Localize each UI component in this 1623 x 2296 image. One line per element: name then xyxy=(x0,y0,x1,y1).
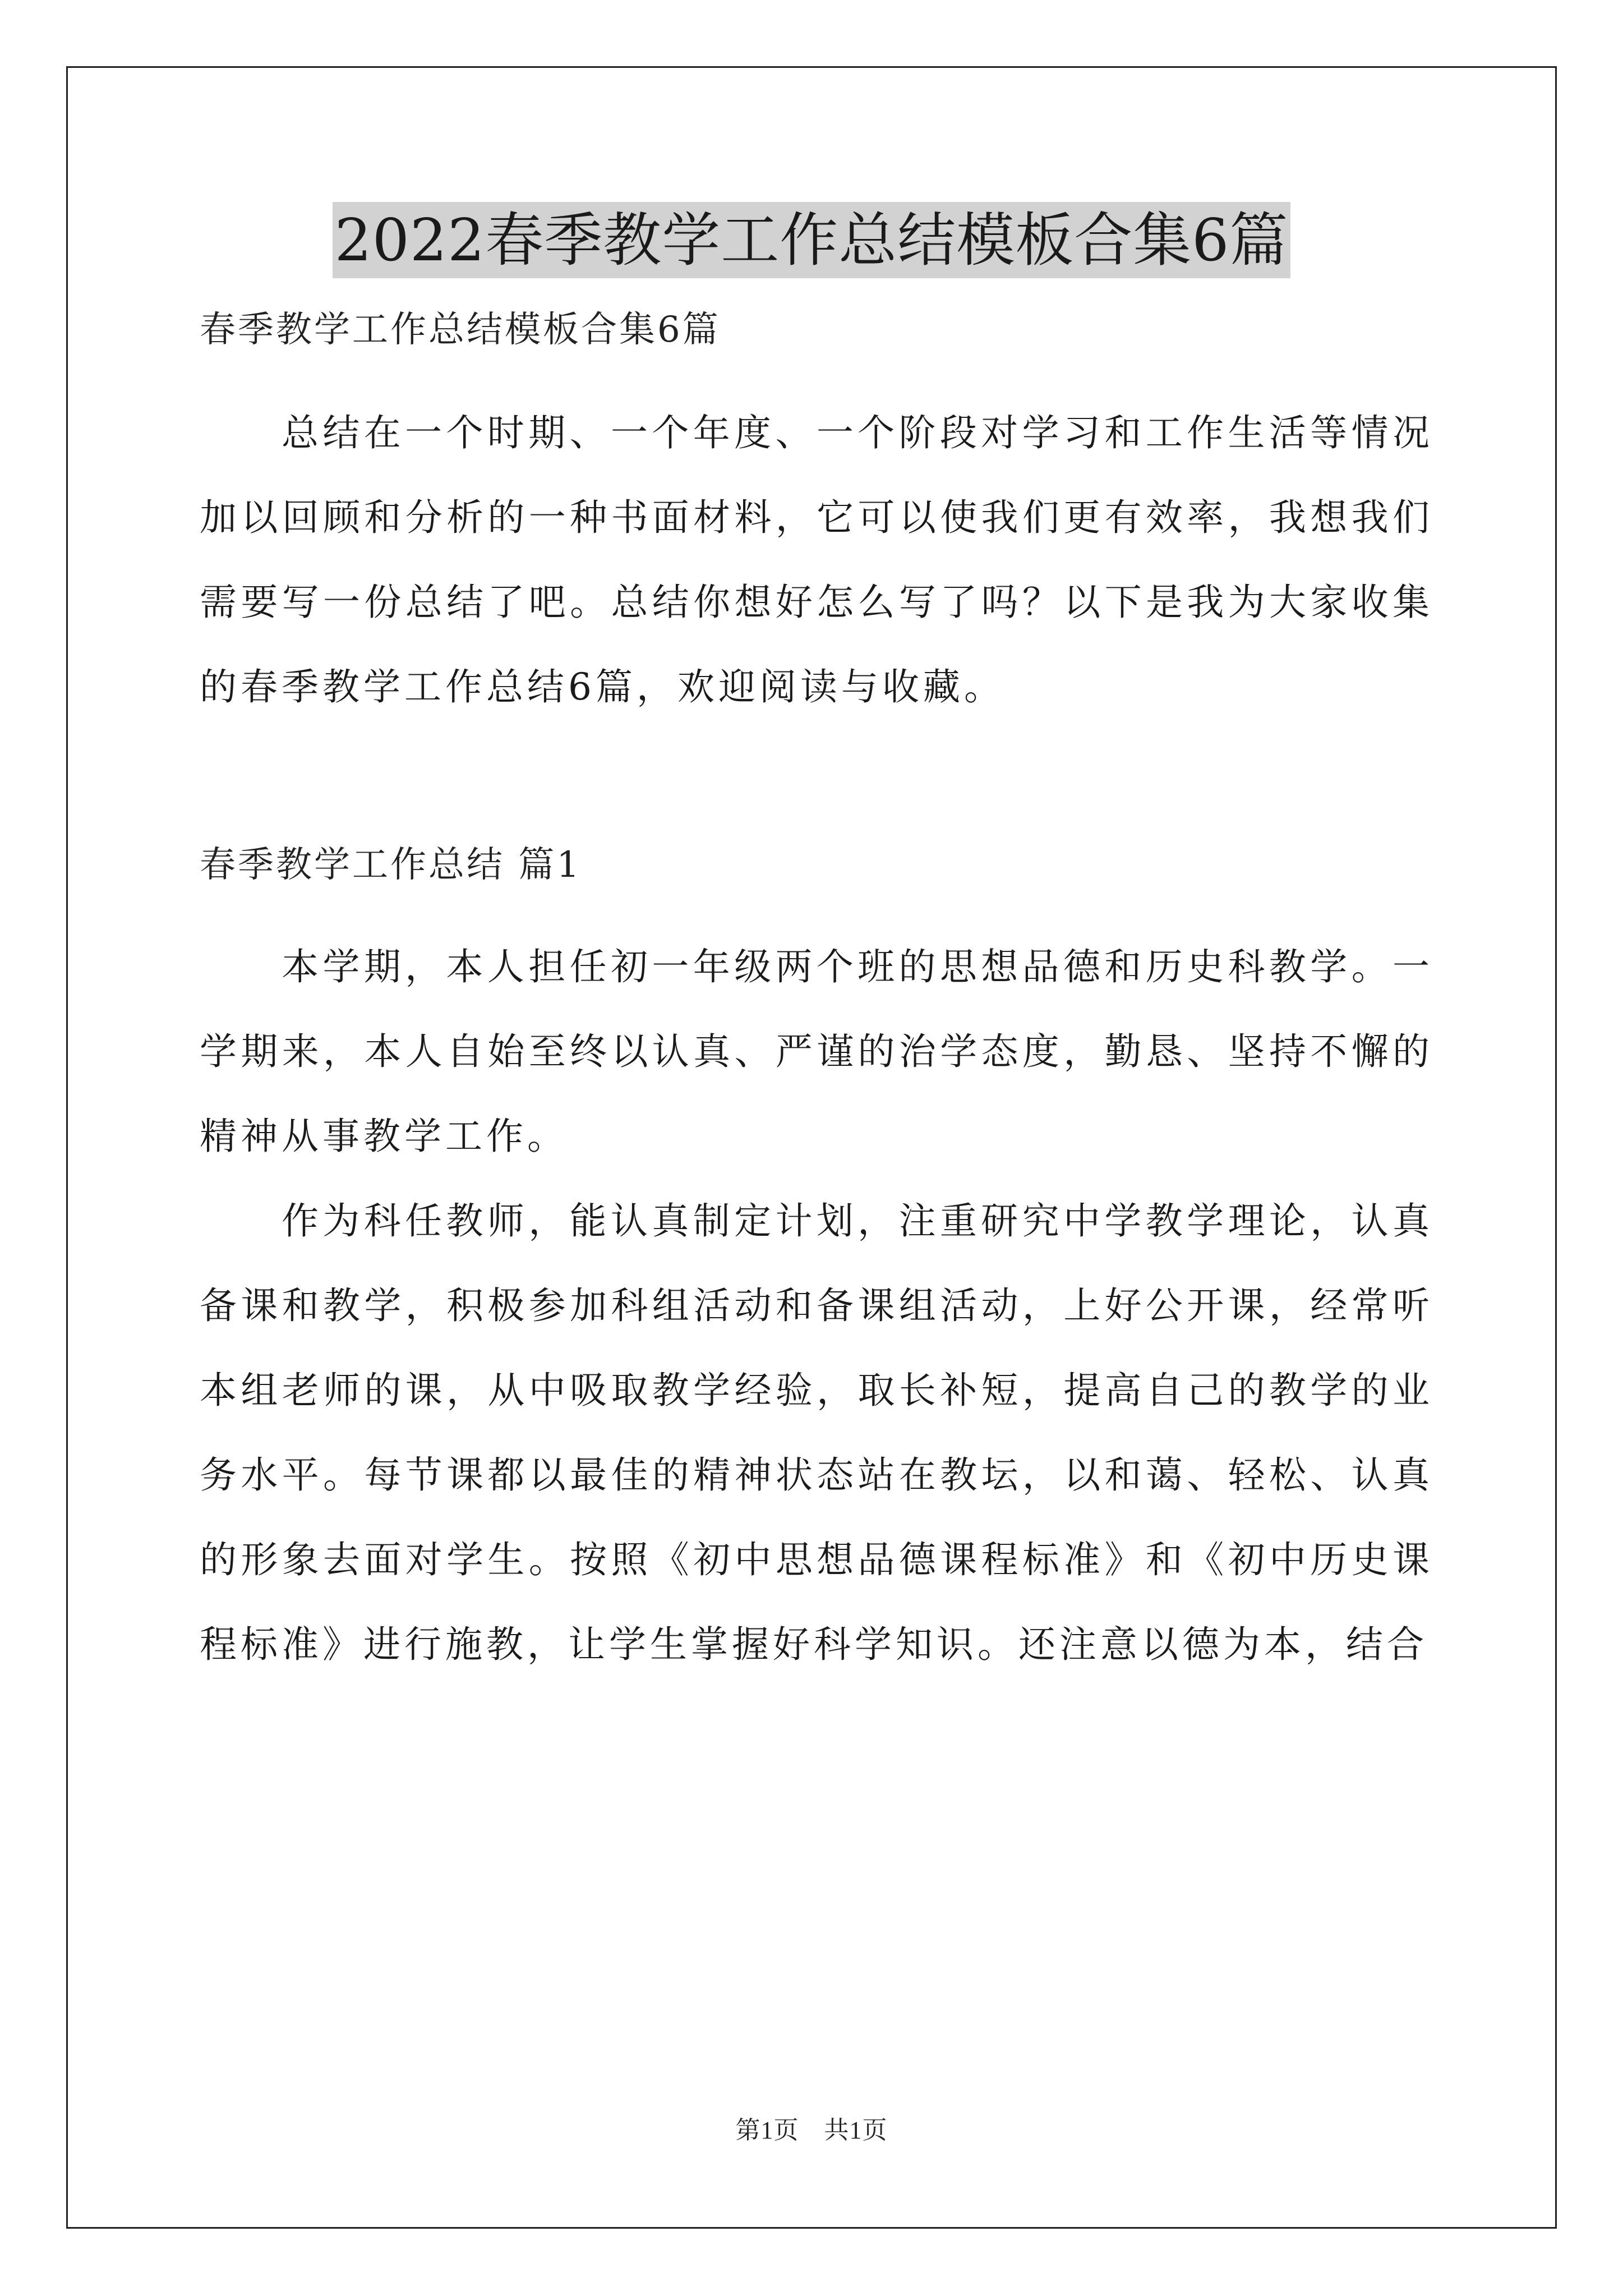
document-subtitle: 春季教学工作总结模板合集6篇 xyxy=(200,309,721,351)
document-body xyxy=(200,307,1433,1687)
body-paragraph: 作为科任教师，能认真制定计划，注重研究中学教学理论，认真备课和教学，积极参加科组活动和备课组活动，上好公开课，经常听本组老师的课，从中吸取教学经验，取长补短，提高自己的教学的业务水平。每节课都以最佳的精神状态站在教坛，以和蔼、轻松、认真的形象去面对学生。按照《初中思想品德课程标准》和《初中历史课程标准》进行施教，让学生掌握好科学知识。还注意以德为本，结合 xyxy=(200,1199,1433,1666)
document-title: 2022春季教学工作总结模板合集6篇 xyxy=(333,202,1291,278)
page-footer: 第1页 共1页 xyxy=(735,2116,888,2144)
section-heading: 春季教学工作总结 篇1 xyxy=(200,844,582,886)
intro-paragraph: 总结在一个时期、一个年度、一个阶段对学习和工作生活等情况加以回顾和分析的一种书面材料，它可以使我们更有效率，我想我们需要写一份总结了吧。总结你想好怎么写了吗？以下是我为大家收集的春季教学工作总结6篇，欢迎阅读与收藏。 xyxy=(200,411,1433,708)
body-paragraph: 本学期，本人担任初一年级两个班的思想品德和历史科教学。一学期来，本人自始至终以认真、严谨的治学态度，勤恳、坚持不懈的精神从事教学工作。 xyxy=(200,945,1433,1158)
document-title-wrapper xyxy=(0,202,1623,278)
